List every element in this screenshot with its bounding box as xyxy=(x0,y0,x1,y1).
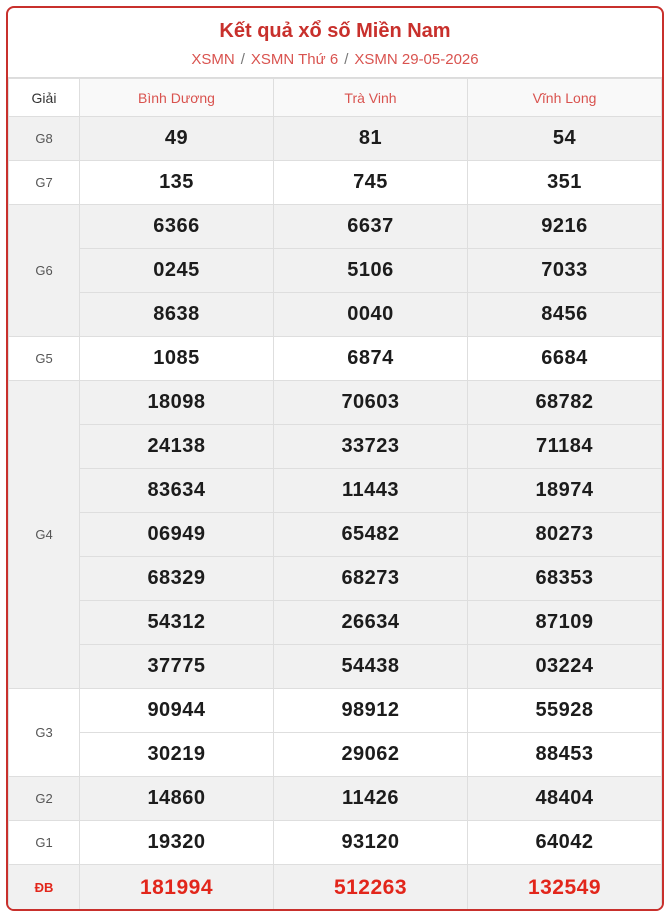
result-number: 81 xyxy=(274,117,468,161)
result-number: 18098 xyxy=(80,381,274,425)
result-number: 0040 xyxy=(274,293,468,337)
prize-row-g4 xyxy=(9,601,662,645)
result-number: 8638 xyxy=(80,293,274,337)
result-number: 49 xyxy=(80,117,274,161)
result-number: 65482 xyxy=(274,513,468,557)
result-number: 6684 xyxy=(468,337,662,381)
result-number: 68353 xyxy=(468,557,662,601)
prize-row-g4 xyxy=(9,557,662,601)
prize-row-g6 xyxy=(9,293,662,337)
result-number: 54312 xyxy=(80,601,274,645)
special-prize-number: 512263 xyxy=(274,865,468,911)
result-number: 68273 xyxy=(274,557,468,601)
result-number: 18974 xyxy=(468,469,662,513)
prize-label: G7 xyxy=(9,161,80,205)
prize-row-g6 xyxy=(9,205,662,249)
result-number: 135 xyxy=(80,161,274,205)
special-prize-number: 181994 xyxy=(80,865,274,911)
result-number: 48404 xyxy=(468,777,662,821)
result-number: 11426 xyxy=(274,777,468,821)
result-number: 6637 xyxy=(274,205,468,249)
prize-label: G8 xyxy=(9,117,80,161)
result-number: 8456 xyxy=(468,293,662,337)
results-table xyxy=(8,78,662,911)
result-number: 55928 xyxy=(468,689,662,733)
prize-row-special xyxy=(9,865,662,911)
result-number: 06949 xyxy=(80,513,274,557)
prize-label: G6 xyxy=(9,205,80,337)
prize-row-g3 xyxy=(9,733,662,777)
result-number: 11443 xyxy=(274,469,468,513)
result-number: 80273 xyxy=(468,513,662,557)
breadcrumb-link-xsmn[interactable]: XSMN xyxy=(191,51,235,68)
result-number: 37775 xyxy=(80,645,274,689)
result-number: 54 xyxy=(468,117,662,161)
result-number: 88453 xyxy=(468,733,662,777)
result-number: 93120 xyxy=(274,821,468,865)
prize-row-g6 xyxy=(9,249,662,293)
breadcrumb-separator: / xyxy=(344,51,349,68)
result-number: 9216 xyxy=(468,205,662,249)
special-prize-number: 132549 xyxy=(468,865,662,911)
results-header xyxy=(8,8,662,78)
breadcrumb-link-date[interactable]: XSMN 29-05-2026 xyxy=(354,51,479,68)
breadcrumb-link-weekday[interactable]: XSMN Thứ 6 xyxy=(250,51,339,68)
prize-row-g8 xyxy=(9,117,662,161)
prize-label: G2 xyxy=(9,777,80,821)
table-header-row xyxy=(9,79,662,117)
result-number: 6874 xyxy=(274,337,468,381)
prize-row-g4 xyxy=(9,425,662,469)
result-number: 33723 xyxy=(274,425,468,469)
result-number: 98912 xyxy=(274,689,468,733)
result-number: 6366 xyxy=(80,205,274,249)
result-number: 68782 xyxy=(468,381,662,425)
result-number: 26634 xyxy=(274,601,468,645)
result-number: 745 xyxy=(274,161,468,205)
prize-label: G3 xyxy=(9,689,80,777)
result-number: 0245 xyxy=(80,249,274,293)
result-number: 30219 xyxy=(80,733,274,777)
prize-row-g4 xyxy=(9,645,662,689)
province-header-vinh-long[interactable]: Vĩnh Long xyxy=(468,79,662,117)
result-number: 351 xyxy=(468,161,662,205)
province-header-tra-vinh[interactable]: Trà Vinh xyxy=(274,79,468,117)
prize-row-g3 xyxy=(9,689,662,733)
prize-row-g4 xyxy=(9,381,662,425)
result-number: 87109 xyxy=(468,601,662,645)
special-prize-label: ĐB xyxy=(9,865,80,911)
province-header-binh-duong[interactable]: Bình Dương xyxy=(80,79,274,117)
result-number: 29062 xyxy=(274,733,468,777)
result-number: 7033 xyxy=(468,249,662,293)
result-number: 03224 xyxy=(468,645,662,689)
result-number: 19320 xyxy=(80,821,274,865)
result-number: 14860 xyxy=(80,777,274,821)
prize-row-g5 xyxy=(9,337,662,381)
prize-row-g2 xyxy=(9,777,662,821)
prize-row-g1 xyxy=(9,821,662,865)
result-number: 1085 xyxy=(80,337,274,381)
results-panel xyxy=(6,6,664,911)
prize-label: G4 xyxy=(9,381,80,689)
prize-row-g4 xyxy=(9,469,662,513)
result-number: 83634 xyxy=(80,469,274,513)
prize-row-g7 xyxy=(9,161,662,205)
prize-label: G1 xyxy=(9,821,80,865)
breadcrumb-separator: / xyxy=(240,51,245,68)
prize-label: G5 xyxy=(9,337,80,381)
page-title: Kết quả xổ số Miền Nam xyxy=(219,20,451,42)
result-number: 64042 xyxy=(468,821,662,865)
result-number: 70603 xyxy=(274,381,468,425)
result-number: 90944 xyxy=(80,689,274,733)
result-number: 5106 xyxy=(274,249,468,293)
prize-row-g4 xyxy=(9,513,662,557)
result-number: 68329 xyxy=(80,557,274,601)
result-number: 71184 xyxy=(468,425,662,469)
breadcrumb xyxy=(8,50,662,70)
result-number: 24138 xyxy=(80,425,274,469)
prize-column-header: Giải xyxy=(9,79,80,117)
result-number: 54438 xyxy=(274,645,468,689)
